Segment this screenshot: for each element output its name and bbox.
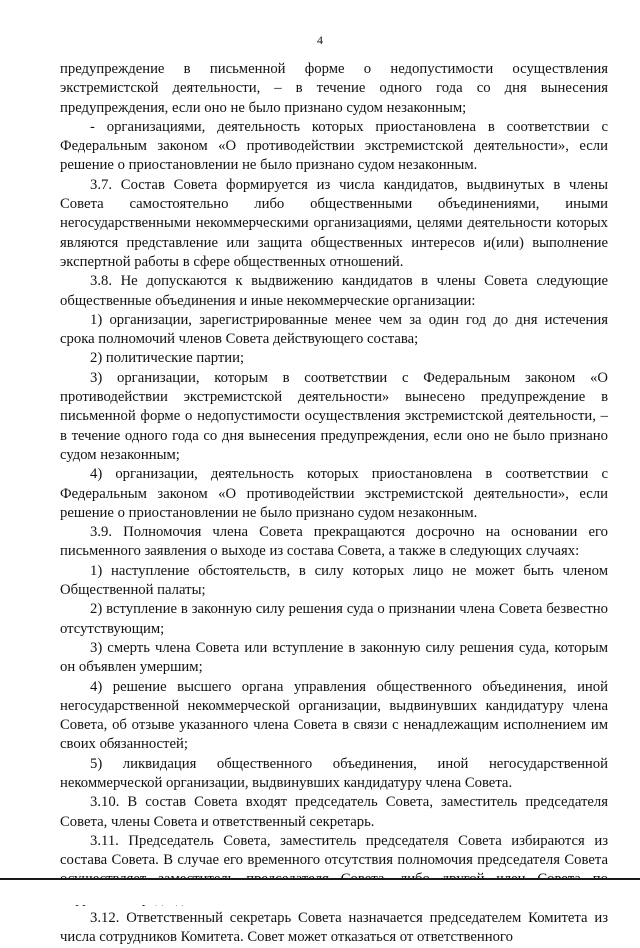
- list-item-3-9-4: 4) решение высшего органа управления общественного объединения, иной негосударственной некоммерческой организации, выдвинувших кандидатуру члена Совета, об отзыве указанного члена Совета в связи с ненадлежащим исполнением им своих обязанностей;: [60, 678, 608, 753]
- paragraph-extremist-suspended-list-item: - организациями, деятельность которых приостановлена в соответствии с Федеральным законом «О противодействии экстремистской деятельности», если решение о приостановлении не было признано судом незаконным.: [60, 118, 608, 174]
- page-number: 4: [317, 33, 323, 47]
- paragraph-3-7: 3.7. Состав Совета формируется из числа кандидатов, выдвинутых в члены Совета самостоятельно либо общественными объединениями, иными негосударственными некоммерческими организациями, целями деятельности которых являются представление или защита общественных интересов и(или) выполнение экспертной работы в сфере общественных отношений.: [60, 176, 608, 270]
- scan-bottom-margin: [0, 880, 640, 905]
- paragraph-3-12: 3.12. Ответственный секретарь Совета назначается председателем Комитета из числа сотрудников Комитета. Совет может отказаться от ответственного: [60, 910, 608, 946]
- list-item-3-9-5: 5) ликвидация общественного объединения, иной негосударственной некоммерческой организации, выдвинувших кандидатуру члена Совета.: [60, 755, 608, 791]
- list-item-3-8-4: 4) организации, деятельность которых приостановлена в соответствии с Федеральным законом «О противодействии экстремистской деятельности», если решение о приостановлении не было признано судом незаконным.: [60, 466, 608, 521]
- list-item-3-8-2: 2) политические партии;: [90, 350, 245, 367]
- document-body: [60, 60, 608, 948]
- list-item-3-8-3: 3) организации, которым в соответствии с Федеральным законом «О противодействии экстремистской деятельности» вынесено предупреждение в письменной форме о недопустимости осуществления экстремистской деятельности, – в течение одного года со дня вынесения предупреждения, если оно не было признано судом незаконным;: [60, 369, 608, 463]
- paragraph-3-10: 3.10. В состав Совета входят председатель Совета, заместитель председателя Совета, члены Совета и ответственный секретарь.: [60, 794, 608, 830]
- list-item-3-8-1: 1) организации, зарегистрированные менее чем за один год до дня истечения срока полномочий членов Совета действующего состава;: [60, 311, 608, 348]
- list-item-3-9-2: 2) вступление в законную силу решения суда о признании члена Совета безвестно отсутствующим;: [60, 601, 608, 637]
- paragraph-continuation: предупреждение в письменной форме о недопустимости осуществления экстремистской деятельности, – в течение одного года со дня вынесения предупреждения, если оно не было признано судом незаконным;: [60, 61, 608, 116]
- paragraph-3-8: 3.8. Не допускаются к выдвижению кандидатов в члены Совета следующие общественные объединения и иные некоммерческие организации:: [60, 273, 608, 309]
- list-item-3-9-1: 1) наступление обстоятельств, в силу которых лицо не может быть членом Общественной палаты;: [60, 562, 608, 599]
- paragraph-3-9: 3.9. Полномочия члена Совета прекращаются досрочно на основании его письменного заявления о выходе из состава Совета, а также в следующих случаях:: [60, 524, 608, 560]
- list-item-3-9-3: 3) смерть члена Совета или вступление в законную силу решения суда, которым он объявлен умершим;: [60, 639, 608, 676]
- paragraph-3-11: 3.11. Председатель Совета, заместитель председателя Совета избираются из состава Совета. В случае его временного отсутствия полномочия председателя Совета: [60, 832, 608, 869]
